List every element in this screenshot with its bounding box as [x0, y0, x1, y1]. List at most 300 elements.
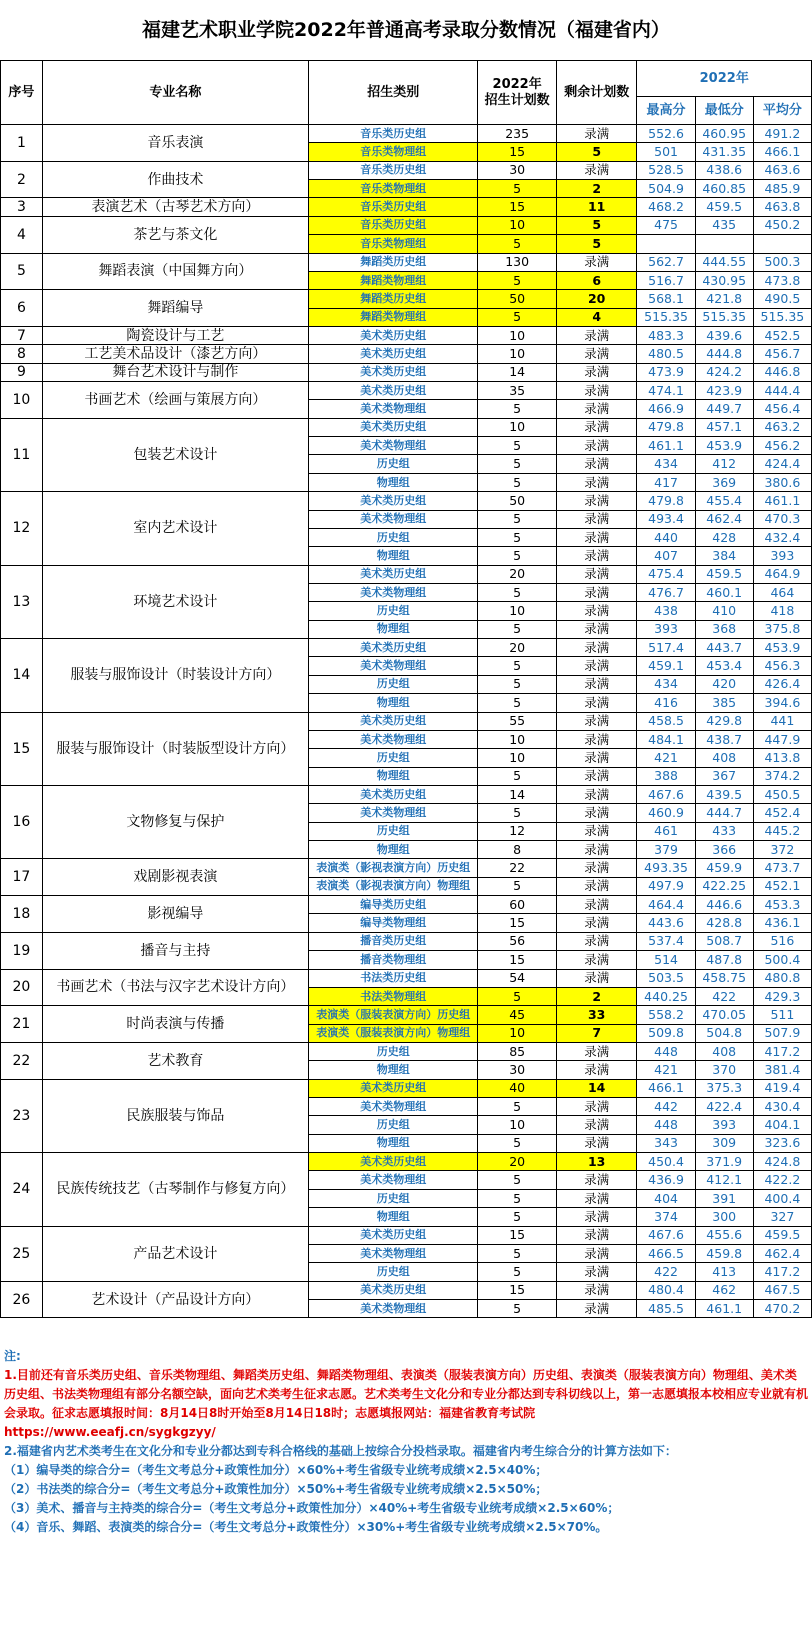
remaining-cell: 录满	[556, 437, 637, 455]
remaining-cell: 录满	[556, 859, 637, 877]
avg-score-cell: 374.2	[753, 767, 811, 785]
avg-score-cell: 424.4	[753, 455, 811, 473]
avg-score-cell: 456.4	[753, 400, 811, 418]
category-cell: 美术类历史组	[309, 712, 478, 730]
max-score-cell: 479.8	[637, 418, 695, 436]
notes-section	[0, 1337, 812, 1626]
remaining-cell: 录满	[556, 473, 637, 491]
category-cell: 音乐类物理组	[309, 143, 478, 161]
plan-cell: 10	[478, 216, 557, 234]
plan-cell: 8	[478, 841, 557, 859]
avg-score-cell: 452.5	[753, 326, 811, 344]
remaining-cell: 录满	[556, 253, 637, 271]
avg-score-cell: 466.1	[753, 143, 811, 161]
seq-cell: 8	[1, 345, 43, 363]
notes-heading: 注:	[4, 1349, 21, 1363]
remaining-cell: 5	[556, 143, 637, 161]
avg-score-cell: 381.4	[753, 1061, 811, 1079]
remaining-cell: 录满	[556, 510, 637, 528]
max-score-cell: 461	[637, 822, 695, 840]
plan-cell: 5	[478, 1244, 557, 1262]
category-cell: 音乐类历史组	[309, 125, 478, 143]
min-score-cell: 421.8	[695, 290, 753, 308]
remaining-cell: 录满	[556, 1098, 637, 1116]
category-cell: 美术类物理组	[309, 657, 478, 675]
max-score-cell: 459.1	[637, 657, 695, 675]
category-cell: 美术类物理组	[309, 1300, 478, 1318]
min-score-cell: 460.95	[695, 125, 753, 143]
seq-cell: 1	[1, 125, 43, 162]
major-cell: 产品艺术设计	[42, 1226, 308, 1281]
plan-cell: 10	[478, 345, 557, 363]
major-cell: 舞台艺术设计与制作	[42, 363, 308, 381]
category-cell: 美术类物理组	[309, 730, 478, 748]
max-score-cell: 460.9	[637, 804, 695, 822]
max-score-cell: 450.4	[637, 1153, 695, 1171]
table-row	[1, 198, 812, 216]
max-score-cell: 416	[637, 694, 695, 712]
max-score-cell: 407	[637, 547, 695, 565]
max-score-cell: 484.1	[637, 730, 695, 748]
major-cell: 陶瓷设计与工艺	[42, 326, 308, 344]
category-cell: 美术类历史组	[309, 1079, 478, 1097]
major-cell: 戏剧影视表演	[42, 859, 308, 896]
max-score-cell: 558.2	[637, 1006, 695, 1024]
category-cell: 历史组	[309, 1263, 478, 1281]
avg-score-cell: 463.8	[753, 198, 811, 216]
avg-score-cell: 464.9	[753, 565, 811, 583]
remaining-cell: 录满	[556, 1171, 637, 1189]
category-cell: 历史组	[309, 822, 478, 840]
remaining-cell: 20	[556, 290, 637, 308]
avg-score-cell: 462.4	[753, 1244, 811, 1262]
category-cell: 美术类历史组	[309, 418, 478, 436]
remaining-cell: 2	[556, 987, 637, 1005]
category-cell: 物理组	[309, 1061, 478, 1079]
category-cell: 美术类物理组	[309, 1171, 478, 1189]
remaining-cell: 录满	[556, 492, 637, 510]
plan-cell: 5	[478, 877, 557, 895]
category-cell: 美术类物理组	[309, 437, 478, 455]
seq-cell: 13	[1, 565, 43, 638]
remaining-cell: 录满	[556, 125, 637, 143]
avg-score-cell: 467.5	[753, 1281, 811, 1299]
category-cell: 表演类（影视表演方向）物理组	[309, 877, 478, 895]
min-score-cell: 422.4	[695, 1098, 753, 1116]
plan-cell: 56	[478, 932, 557, 950]
category-cell: 物理组	[309, 547, 478, 565]
avg-score-cell: 446.8	[753, 363, 811, 381]
min-score-cell: 367	[695, 767, 753, 785]
seq-cell: 17	[1, 859, 43, 896]
remaining-cell: 录满	[556, 675, 637, 693]
major-cell: 艺术教育	[42, 1042, 308, 1079]
plan-cell: 45	[478, 1006, 557, 1024]
table-row	[1, 253, 812, 271]
min-score-cell: 487.8	[695, 951, 753, 969]
avg-score-cell: 461.1	[753, 492, 811, 510]
category-cell: 历史组	[309, 528, 478, 546]
max-score-cell: 552.6	[637, 125, 695, 143]
category-cell: 舞蹈类历史组	[309, 290, 478, 308]
category-cell: 物理组	[309, 473, 478, 491]
min-score-cell: 444.55	[695, 253, 753, 271]
min-score-cell: 429.8	[695, 712, 753, 730]
max-score-cell: 504.9	[637, 180, 695, 198]
category-cell: 历史组	[309, 1116, 478, 1134]
major-cell: 茶艺与茶文化	[42, 216, 308, 253]
table-row	[1, 785, 812, 803]
table-row	[1, 216, 812, 234]
category-cell: 物理组	[309, 620, 478, 638]
plan-cell: 5	[478, 1189, 557, 1207]
min-score-cell: 439.6	[695, 326, 753, 344]
major-cell: 民族传统技艺（古琴制作与修复方向）	[42, 1153, 308, 1226]
seq-cell: 12	[1, 492, 43, 565]
min-score-cell: 438.6	[695, 161, 753, 179]
category-cell: 编导类物理组	[309, 914, 478, 932]
formula-3: （3）美术、播音与主持类的综合分=（考生文考总分+政策性加分）×40%+考生省级专业统考成绩×2.5×60%；	[4, 1501, 620, 1515]
remaining-cell: 录满	[556, 694, 637, 712]
plan-cell: 54	[478, 969, 557, 987]
avg-score-cell: 417.2	[753, 1042, 811, 1060]
notes-paragraph-2: 2.福建省内艺术类考生在文化分和专业分都达到专科合格线的基础上按综合分投档录取。福建省内考生综合分的计算方法如下：	[4, 1444, 677, 1458]
category-cell: 美术类物理组	[309, 1098, 478, 1116]
avg-score-cell: 459.5	[753, 1226, 811, 1244]
formula-2: （2）书法类的综合分=（考生文考总分+政策性加分）×50%+考生省级专业统考成绩×2.5×50%；	[4, 1482, 548, 1496]
plan-cell: 5	[478, 1208, 557, 1226]
plan-cell: 10	[478, 602, 557, 620]
remaining-cell: 录满	[556, 822, 637, 840]
category-cell: 美术类历史组	[309, 1153, 478, 1171]
avg-score-cell	[753, 235, 811, 253]
remaining-cell: 录满	[556, 749, 637, 767]
max-score-cell: 438	[637, 602, 695, 620]
remaining-cell: 录满	[556, 363, 637, 381]
max-score-cell: 528.5	[637, 161, 695, 179]
remaining-cell: 33	[556, 1006, 637, 1024]
category-cell: 美术类历史组	[309, 345, 478, 363]
seq-cell: 2	[1, 161, 43, 198]
min-score-cell: 460.85	[695, 180, 753, 198]
table-row	[1, 382, 812, 400]
min-score-cell: 459.9	[695, 859, 753, 877]
min-score-cell: 408	[695, 749, 753, 767]
major-cell: 书画艺术（绘画与策展方向）	[42, 382, 308, 419]
min-score-cell: 430.95	[695, 271, 753, 289]
max-score-cell: 466.1	[637, 1079, 695, 1097]
plan-cell: 5	[478, 804, 557, 822]
avg-score-cell: 400.4	[753, 1189, 811, 1207]
max-score-cell: 393	[637, 620, 695, 638]
header-plan	[478, 61, 557, 125]
max-score-cell: 434	[637, 675, 695, 693]
avg-score-cell: 441	[753, 712, 811, 730]
remaining-cell: 录满	[556, 547, 637, 565]
min-score-cell: 446.6	[695, 896, 753, 914]
max-score-cell: 479.8	[637, 492, 695, 510]
plan-cell: 14	[478, 785, 557, 803]
remaining-cell: 录满	[556, 326, 637, 344]
remaining-cell: 录满	[556, 382, 637, 400]
min-score-cell: 449.7	[695, 400, 753, 418]
page-title: 福建艺术职业学院2022年普通高考录取分数情况（福建省内）	[0, 0, 812, 61]
table-row	[1, 565, 812, 583]
major-cell: 时尚表演与传播	[42, 1006, 308, 1043]
remaining-cell: 录满	[556, 657, 637, 675]
max-score-cell: 493.4	[637, 510, 695, 528]
remaining-cell: 录满	[556, 1281, 637, 1299]
min-score-cell: 375.3	[695, 1079, 753, 1097]
header-seq: 序号	[1, 61, 43, 125]
max-score-cell: 503.5	[637, 969, 695, 987]
avg-score-cell: 380.6	[753, 473, 811, 491]
plan-cell: 5	[478, 657, 557, 675]
min-score-cell	[695, 235, 753, 253]
max-score-cell: 493.35	[637, 859, 695, 877]
max-score-cell: 466.5	[637, 1244, 695, 1262]
max-score-cell: 475.4	[637, 565, 695, 583]
max-score-cell: 448	[637, 1116, 695, 1134]
avg-score-cell: 430.4	[753, 1098, 811, 1116]
table-row	[1, 1226, 812, 1244]
min-score-cell: 431.35	[695, 143, 753, 161]
max-score-cell: 440.25	[637, 987, 695, 1005]
category-cell: 美术类物理组	[309, 1244, 478, 1262]
avg-score-cell: 444.4	[753, 382, 811, 400]
category-cell: 美术类历史组	[309, 639, 478, 657]
min-score-cell: 412	[695, 455, 753, 473]
avg-score-cell: 516	[753, 932, 811, 950]
remaining-cell: 录满	[556, 620, 637, 638]
plan-cell: 5	[478, 1300, 557, 1318]
max-score-cell: 473.9	[637, 363, 695, 381]
seq-cell: 7	[1, 326, 43, 344]
seq-cell: 20	[1, 969, 43, 1006]
major-cell: 艺术设计（产品设计方向）	[42, 1281, 308, 1318]
plan-cell: 35	[478, 382, 557, 400]
remaining-cell: 7	[556, 1024, 637, 1042]
table-row	[1, 492, 812, 510]
remaining-cell: 录满	[556, 400, 637, 418]
max-score-cell: 388	[637, 767, 695, 785]
avg-score-cell: 452.4	[753, 804, 811, 822]
table-row	[1, 326, 812, 344]
category-cell: 播音类历史组	[309, 932, 478, 950]
avg-score-cell: 500.3	[753, 253, 811, 271]
table-row	[1, 712, 812, 730]
min-score-cell: 422	[695, 987, 753, 1005]
max-score-cell: 475	[637, 216, 695, 234]
min-score-cell: 422.25	[695, 877, 753, 895]
max-score-cell: 379	[637, 841, 695, 859]
remaining-cell: 录满	[556, 418, 637, 436]
min-score-cell: 309	[695, 1134, 753, 1152]
plan-cell: 5	[478, 308, 557, 326]
remaining-cell: 录满	[556, 951, 637, 969]
plan-cell: 15	[478, 914, 557, 932]
header-year: 2022年	[637, 61, 812, 97]
remaining-cell: 录满	[556, 730, 637, 748]
remaining-cell: 录满	[556, 528, 637, 546]
max-score-cell: 516.7	[637, 271, 695, 289]
category-cell: 美术类历史组	[309, 326, 478, 344]
table-row	[1, 639, 812, 657]
major-cell: 包装艺术设计	[42, 418, 308, 491]
remaining-cell: 5	[556, 216, 637, 234]
min-score-cell: 385	[695, 694, 753, 712]
max-score-cell: 440	[637, 528, 695, 546]
category-cell: 表演类（影视表演方向）历史组	[309, 859, 478, 877]
major-cell: 影视编导	[42, 896, 308, 933]
remaining-cell: 4	[556, 308, 637, 326]
category-cell: 音乐类物理组	[309, 235, 478, 253]
seq-cell: 22	[1, 1042, 43, 1079]
plan-cell: 5	[478, 528, 557, 546]
major-cell: 表演艺术（古琴艺术方向）	[42, 198, 308, 216]
avg-score-cell: 470.3	[753, 510, 811, 528]
category-cell: 物理组	[309, 1208, 478, 1226]
plan-cell: 30	[478, 161, 557, 179]
major-cell: 室内艺术设计	[42, 492, 308, 565]
min-score-cell: 458.75	[695, 969, 753, 987]
max-score-cell: 422	[637, 1263, 695, 1281]
remaining-cell: 录满	[556, 455, 637, 473]
notes-paragraph-1: 1.目前还有音乐类历史组、音乐类物理组、舞蹈类历史组、舞蹈类物理组、表演类（服装表演方向）历史组、表演类（服装表演方向）物理组、美术类历史组、书法类物理组有部分名额空缺，面向艺术类考生征求志愿。艺术类考生文化分和专业分都达到专科切线以上，第一志愿填报本校相应专业就有机会录取。征求志愿填报时间：8月14日8时开始至8月14日18时；志愿填报网站：福建省教育考试院	[4, 1368, 809, 1420]
avg-score-cell: 393	[753, 547, 811, 565]
plan-cell: 20	[478, 565, 557, 583]
min-score-cell: 444.8	[695, 345, 753, 363]
remaining-cell: 录满	[556, 1208, 637, 1226]
min-score-cell: 459.5	[695, 565, 753, 583]
table-row	[1, 125, 812, 143]
remaining-cell: 6	[556, 271, 637, 289]
plan-cell: 15	[478, 951, 557, 969]
seq-cell: 14	[1, 639, 43, 712]
avg-score-cell: 491.2	[753, 125, 811, 143]
category-cell: 表演类（服装表演方向）历史组	[309, 1006, 478, 1024]
plan-cell: 5	[478, 455, 557, 473]
avg-score-cell: 453.9	[753, 639, 811, 657]
min-score-cell: 428	[695, 528, 753, 546]
header-min: 最低分	[695, 97, 753, 125]
plan-cell: 60	[478, 896, 557, 914]
plan-cell: 15	[478, 198, 557, 216]
major-cell: 舞蹈编导	[42, 290, 308, 327]
remaining-cell: 录满	[556, 1263, 637, 1281]
table-row	[1, 1006, 812, 1024]
min-score-cell: 455.4	[695, 492, 753, 510]
plan-cell: 20	[478, 1153, 557, 1171]
formula-4: （4）音乐、舞蹈、表演类的综合分=（考生文考总分+政策性分）×30%+考生省级专业统考成绩×2.5×70%。	[4, 1520, 608, 1534]
plan-cell: 40	[478, 1079, 557, 1097]
table-row	[1, 896, 812, 914]
avg-score-cell: 507.9	[753, 1024, 811, 1042]
plan-cell: 5	[478, 400, 557, 418]
avg-score-cell: 375.8	[753, 620, 811, 638]
major-cell: 音乐表演	[42, 125, 308, 162]
plan-cell: 15	[478, 143, 557, 161]
avg-score-cell: 452.1	[753, 877, 811, 895]
table-row	[1, 1042, 812, 1060]
avg-score-cell: 511	[753, 1006, 811, 1024]
notes-url-link[interactable]: https://www.eeafj.cn/sygkgzyy/	[4, 1425, 216, 1439]
max-score-cell: 421	[637, 749, 695, 767]
plan-cell: 5	[478, 235, 557, 253]
category-cell: 历史组	[309, 1189, 478, 1207]
plan-cell: 5	[478, 1263, 557, 1281]
max-score-cell: 485.5	[637, 1300, 695, 1318]
max-score-cell: 466.9	[637, 400, 695, 418]
remaining-cell: 录满	[556, 1116, 637, 1134]
seq-cell: 16	[1, 785, 43, 858]
major-cell: 工艺美术品设计（漆艺方向）	[42, 345, 308, 363]
seq-cell: 6	[1, 290, 43, 327]
seq-cell: 10	[1, 382, 43, 419]
plan-cell: 10	[478, 418, 557, 436]
category-cell: 美术类物理组	[309, 510, 478, 528]
avg-score-cell: 456.7	[753, 345, 811, 363]
remaining-cell: 录满	[556, 1042, 637, 1060]
category-cell: 历史组	[309, 455, 478, 473]
header-remaining: 剩余计划数	[556, 61, 637, 125]
max-score-cell	[637, 235, 695, 253]
max-score-cell: 514	[637, 951, 695, 969]
major-cell: 舞蹈表演（中国舞方向）	[42, 253, 308, 290]
category-cell: 美术类历史组	[309, 1226, 478, 1244]
max-score-cell: 461.1	[637, 437, 695, 455]
category-cell: 书法类物理组	[309, 987, 478, 1005]
min-score-cell: 410	[695, 602, 753, 620]
avg-score-cell: 450.2	[753, 216, 811, 234]
remaining-cell: 录满	[556, 969, 637, 987]
admission-score-table	[0, 60, 812, 1318]
max-score-cell: 458.5	[637, 712, 695, 730]
seq-cell: 18	[1, 896, 43, 933]
seq-cell: 9	[1, 363, 43, 381]
category-cell: 物理组	[309, 694, 478, 712]
max-score-cell: 467.6	[637, 785, 695, 803]
seq-cell: 5	[1, 253, 43, 290]
avg-score-cell: 500.4	[753, 951, 811, 969]
plan-cell: 15	[478, 1226, 557, 1244]
major-cell: 书画艺术（书法与汉字艺术设计方向）	[42, 969, 308, 1006]
avg-score-cell: 323.6	[753, 1134, 811, 1152]
avg-score-cell: 470.2	[753, 1300, 811, 1318]
max-score-cell: 509.8	[637, 1024, 695, 1042]
min-score-cell: 515.35	[695, 308, 753, 326]
plan-cell: 10	[478, 1024, 557, 1042]
avg-score-cell: 445.2	[753, 822, 811, 840]
remaining-cell: 录满	[556, 1189, 637, 1207]
avg-score-cell: 413.8	[753, 749, 811, 767]
avg-score-cell: 463.2	[753, 418, 811, 436]
category-cell: 编导类历史组	[309, 896, 478, 914]
avg-score-cell: 394.6	[753, 694, 811, 712]
plan-cell: 15	[478, 1281, 557, 1299]
min-score-cell: 413	[695, 1263, 753, 1281]
avg-score-cell: 424.8	[753, 1153, 811, 1171]
min-score-cell: 460.1	[695, 583, 753, 601]
category-cell: 音乐类历史组	[309, 161, 478, 179]
remaining-cell: 录满	[556, 877, 637, 895]
table-row	[1, 418, 812, 436]
min-score-cell: 504.8	[695, 1024, 753, 1042]
remaining-cell: 录满	[556, 1244, 637, 1262]
seq-cell: 24	[1, 1153, 43, 1226]
category-cell: 物理组	[309, 841, 478, 859]
table-row	[1, 859, 812, 877]
